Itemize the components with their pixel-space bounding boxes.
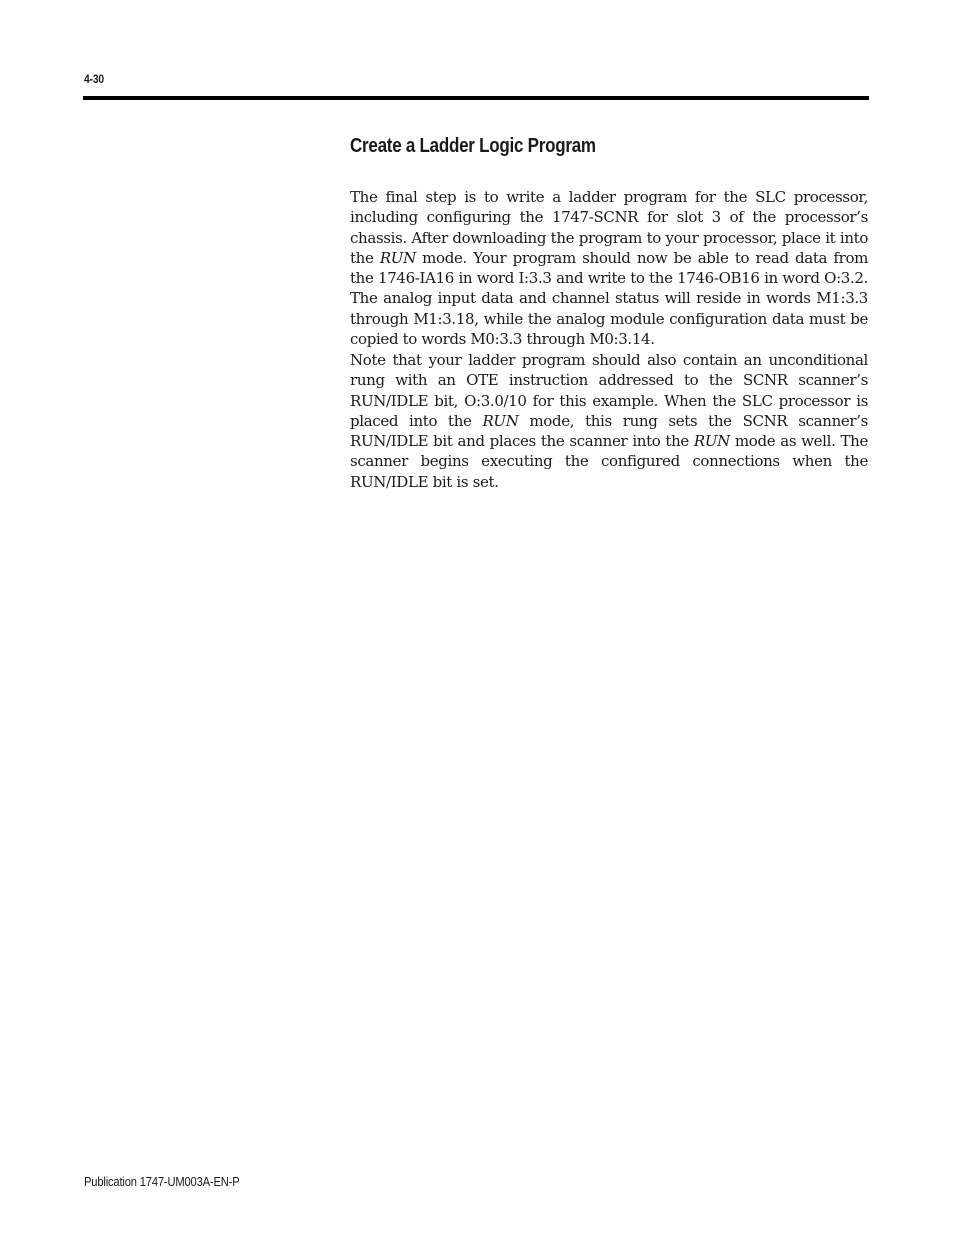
section-heading: Create a Ladder Logic Program [350, 135, 596, 157]
run-mode-term: RUN [693, 432, 730, 451]
paragraph-2-text-c: mode as well. The scanner begins executing the configured connections when the RUN/IDLE bit is set. [350, 432, 868, 491]
paragraph-2-text-a: Note that your ladder program should also contain an unconditional rung with an OTE instruction addressed to the SCNR scanner’s RUN/IDLE bit, O:3.0/10 for this example. When the SLC processor is placed into the [350, 351, 868, 430]
run-mode-term: RUN [379, 248, 416, 267]
paragraph-1-text-b: mode. Your program should now be able to read data from the 1746-IA16 in word I:3.3 and write to the 1746-OB16 in word O:3.2. The analog input data and channel status will reside in words M1:3.3 through M1:3.18, while the analog module configuration data must be copied to words M0:3.3 through M0:3.14. [350, 248, 869, 349]
header-rule [83, 96, 869, 100]
run-mode-term: RUN [482, 411, 519, 430]
paragraph-2-text-b: mode, this rung sets the SCNR scanner’s RUN/IDLE bit and places the scanner into the [350, 411, 868, 451]
body-paragraph-1 [350, 187, 868, 349]
publication-footer: Publication 1747-UM003A-EN-P [84, 1174, 240, 1189]
paragraph-1-text-a: The final step is to write a ladder program for the SLC processor, including configuring the 1747-SCNR for slot 3 of the processor’s chassis. After downloading the program to your processor, place it into the [350, 188, 868, 267]
page-number: 4-30 [84, 72, 104, 86]
body-paragraph-2 [350, 350, 868, 492]
